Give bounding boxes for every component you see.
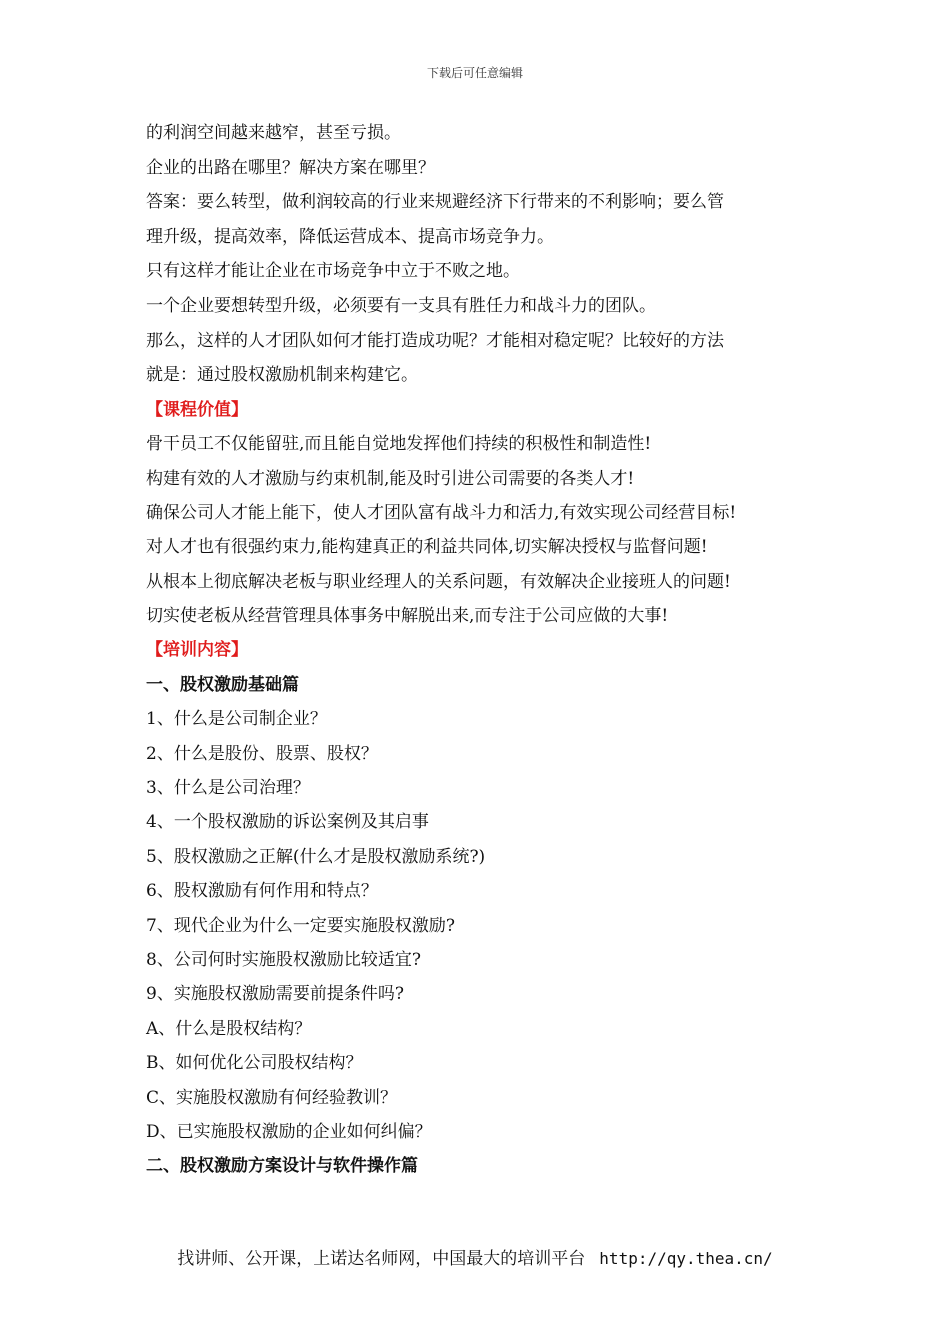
training-item-1: 1、什么是公司制企业？ [146,709,327,730]
training-item-c: C、实施股权激励有何经验教训？ [146,1087,398,1108]
course-value-item-2: 构建有效的人才激励与约束机制,能及时引进公司需要的各类人才! [146,468,635,489]
training-item-4: 4、一个股权激励的诉讼案例及其启事 [146,812,429,833]
course-value-item-6: 切实使老板从经营管理具体事务中解脱出来,而专注于公司应做的大事! [146,606,669,627]
intro-line-5: 只有这样才能让企业在市场竞争中立于不败之地。 [146,261,520,282]
part-two-title: 二、股权激励方案设计与软件操作篇 [146,1156,418,1177]
footer-text: 找讲师、公开课，上诺达名师网，中国最大的培训平台 [177,1249,586,1269]
footer-url[interactable]: http://qy.thea.cn/ [599,1249,773,1268]
training-item-7: 7、现代企业为什么一定要实施股权激励? [146,915,455,936]
training-item-a: A、什么是股权结构？ [146,1018,312,1039]
intro-line-2: 企业的出路在哪里？解决方案在哪里？ [146,157,435,178]
training-item-b: B、如何优化公司股权结构？ [146,1053,363,1074]
training-item-3: 3、什么是公司治理？ [146,778,310,799]
intro-line-6: 一个企业要想转型升级，必须要有一支具有胜任力和战斗力的团队。 [146,295,656,316]
course-value-item-3: 确保公司人才能上能下，使人才团队富有战斗力和活力,有效实现公司经营目标! [146,502,737,523]
training-item-5: 5、股权激励之正解(什么才是股权激励系统?) [146,846,486,867]
training-item-2: 2、什么是股份、股票、股权？ [146,743,378,764]
training-item-8: 8、公司何时实施股权激励比较适宜? [146,950,421,970]
part-one-title: 一、股权激励基础篇 [146,674,299,695]
course-value-heading: 【课程价值】 [146,399,248,420]
intro-line-8: 就是：通过股权激励机制来构建它。 [146,365,418,386]
document-body [146,116,826,1184]
course-value-item-1: 骨干员工不仅能留驻,而且能自觉地发挥他们持续的积极性和制造性! [146,434,652,455]
training-item-d: D、已实施股权激励的企业如何纠偏？ [146,1121,432,1142]
training-content-heading: 【培训内容】 [146,640,248,661]
intro-line-3: 答案：要么转型，做利润较高的行业来规避经济下行带来的不利影响；要么管 [146,192,724,213]
page-header: 下载后可任意编辑 [426,66,523,80]
intro-line-1: 的利润空间越来越窄，甚至亏损。 [146,123,401,143]
intro-line-7: 那么，这样的人才团队如何才能打造成功呢？才能相对稳定呢？比较好的方法 [146,330,724,351]
course-value-item-5: 从根本上彻底解决老板与职业经理人的关系问题，有效解决企业接班人的问题! [146,571,731,592]
training-item-9: 9、实施股权激励需要前提条件吗? [146,984,404,1005]
course-value-item-4: 对人才也有很强约束力,能构建真正的利益共同体,切实解决授权与监督问题! [146,537,708,558]
page-footer [0,1244,950,1269]
intro-line-4: 理升级，提高效率，降低运营成本、提高市场竞争力。 [146,226,554,247]
training-item-6: 6、股权激励有何作用和特点？ [146,881,378,902]
